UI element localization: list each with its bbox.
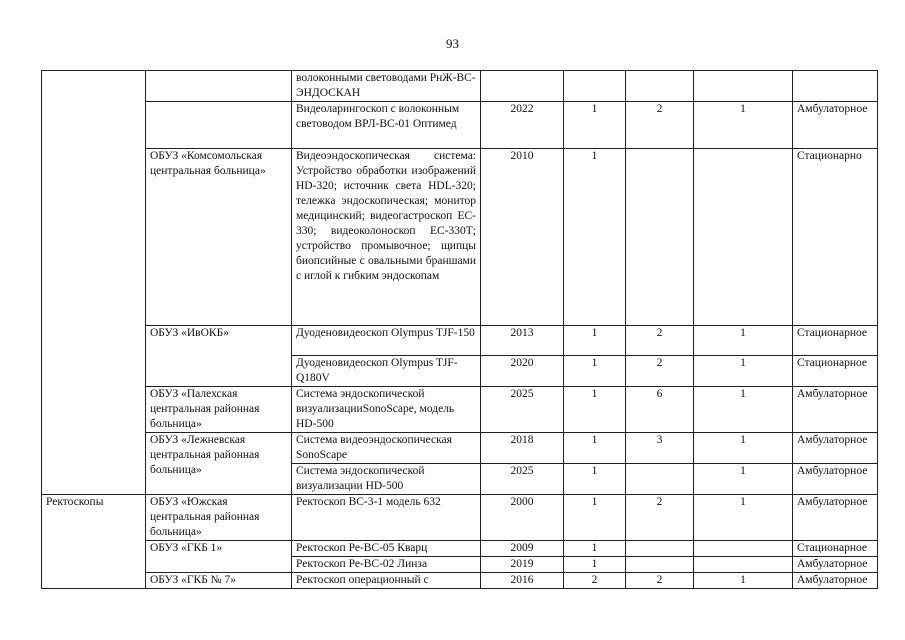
equipment-table: [41, 70, 878, 589]
category-cell: Ректоскопы: [42, 495, 146, 589]
count-cell: 1: [564, 102, 626, 149]
count-cell: 1: [564, 356, 626, 387]
count-cell: [626, 557, 694, 573]
device-cell: Ректоскоп ВС-3-1 модель 632: [292, 495, 481, 541]
mode-cell: Стационарно: [793, 149, 878, 326]
count-cell: 1: [694, 356, 793, 387]
count-cell: [626, 71, 694, 102]
count-cell: 2: [626, 495, 694, 541]
mode-cell: Амбулаторное: [793, 387, 878, 433]
year-cell: 2013: [481, 326, 564, 356]
year-cell: 2025: [481, 464, 564, 495]
year-cell: 2018: [481, 433, 564, 464]
org-cell: ОБУЗ «Комсомольская центральная больница»: [146, 149, 292, 326]
count-cell: 1: [694, 495, 793, 541]
count-cell: [564, 71, 626, 102]
count-cell: 1: [564, 495, 626, 541]
table-row: [42, 387, 878, 433]
count-cell: 1: [564, 557, 626, 573]
table-row: [42, 433, 878, 464]
count-cell: 1: [564, 149, 626, 326]
mode-cell: Стационарное: [793, 326, 878, 356]
count-cell: [694, 149, 793, 326]
mode-cell: Амбулаторное: [793, 573, 878, 589]
org-cell: ОБУЗ «Палехская центральная районная больница»: [146, 387, 292, 433]
device-cell: Система эндоскопической визуализацииSonoScape, модель HD-500: [292, 387, 481, 433]
mode-cell: Амбулаторное: [793, 557, 878, 573]
device-cell: волоконными световодами РнЖ-ВС-ЭНДОСКАН: [292, 71, 481, 102]
device-cell: Ректоскоп Ре-ВС-02 Линза: [292, 557, 481, 573]
table-row: [42, 102, 878, 149]
table-row: [42, 149, 878, 326]
year-cell: 2010: [481, 149, 564, 326]
device-cell: Видеоларингоскоп с волоконным световодом ВРЛ-ВС-01 Оптимед: [292, 102, 481, 149]
mode-cell: Амбулаторное: [793, 102, 878, 149]
device-cell: Ректоскоп Ре-ВС-05 Кварц: [292, 541, 481, 557]
count-cell: 1: [694, 573, 793, 589]
count-cell: 1: [694, 433, 793, 464]
mode-cell: Амбулаторное: [793, 464, 878, 495]
count-cell: 1: [564, 464, 626, 495]
count-cell: 1: [694, 326, 793, 356]
device-cell: Видеоэндоскопическая система: Устройство обработки изображений HD-320; источник света HDL-320; тележка эндоскопическая; монитор медицинский; видеогастроскоп EC-330; видеоколоноскоп ЕС-330Т; устройство промывочное; щипцы биопсийные с овальными браншами с иглой к гибким эндоскопам: [292, 149, 481, 326]
org-cell: ОБУЗ «ГКБ 1»: [146, 541, 292, 573]
count-cell: [694, 541, 793, 557]
table-row: [42, 495, 878, 541]
device-cell: Система видеоэндоскопическая SonoScape: [292, 433, 481, 464]
year-cell: 2009: [481, 541, 564, 557]
mode-cell: [793, 71, 878, 102]
table-row: [42, 573, 878, 589]
year-cell: 2025: [481, 387, 564, 433]
year-cell: 2019: [481, 557, 564, 573]
year-cell: 2016: [481, 573, 564, 589]
device-cell: Дуоденовидеоскоп Olympus TJF-Q180V: [292, 356, 481, 387]
year-cell: 2020: [481, 356, 564, 387]
table-row: [42, 71, 878, 102]
org-cell: ОБУЗ «Лежневская центральная районная больница»: [146, 433, 292, 495]
count-cell: 1: [564, 541, 626, 557]
table-row: [42, 541, 878, 557]
count-cell: 1: [564, 326, 626, 356]
org-cell: ОБУЗ «Южская центральная районная больница»: [146, 495, 292, 541]
org-cell: ОБУЗ «ИвОКБ»: [146, 326, 292, 387]
org-cell: [146, 102, 292, 149]
count-cell: 2: [626, 573, 694, 589]
count-cell: 1: [564, 387, 626, 433]
mode-cell: Амбулаторное: [793, 495, 878, 541]
count-cell: 6: [626, 387, 694, 433]
count-cell: 2: [626, 356, 694, 387]
category-cell: [42, 71, 146, 495]
count-cell: [694, 71, 793, 102]
count-cell: 2: [626, 326, 694, 356]
count-cell: [626, 541, 694, 557]
year-cell: [481, 71, 564, 102]
count-cell: 1: [564, 433, 626, 464]
org-cell: ОБУЗ «ГКБ № 7»: [146, 573, 292, 589]
count-cell: 2: [564, 573, 626, 589]
count-cell: [694, 557, 793, 573]
count-cell: 2: [626, 102, 694, 149]
page-number: 93: [446, 36, 459, 51]
count-cell: [626, 149, 694, 326]
year-cell: 2000: [481, 495, 564, 541]
device-cell: Дуоденовидеоскоп Olympus TJF-150: [292, 326, 481, 356]
device-cell: Система эндоскопической визуализации HD-500: [292, 464, 481, 495]
count-cell: 3: [626, 433, 694, 464]
count-cell: 1: [694, 387, 793, 433]
year-cell: 2022: [481, 102, 564, 149]
mode-cell: Стационарное: [793, 541, 878, 557]
org-cell: [146, 71, 292, 102]
count-cell: 1: [694, 102, 793, 149]
device-cell: Ректоскоп операционный с: [292, 573, 481, 589]
count-cell: [626, 464, 694, 495]
count-cell: 1: [694, 464, 793, 495]
mode-cell: Амбулаторное: [793, 433, 878, 464]
mode-cell: Стационарное: [793, 356, 878, 387]
table-row: [42, 326, 878, 356]
